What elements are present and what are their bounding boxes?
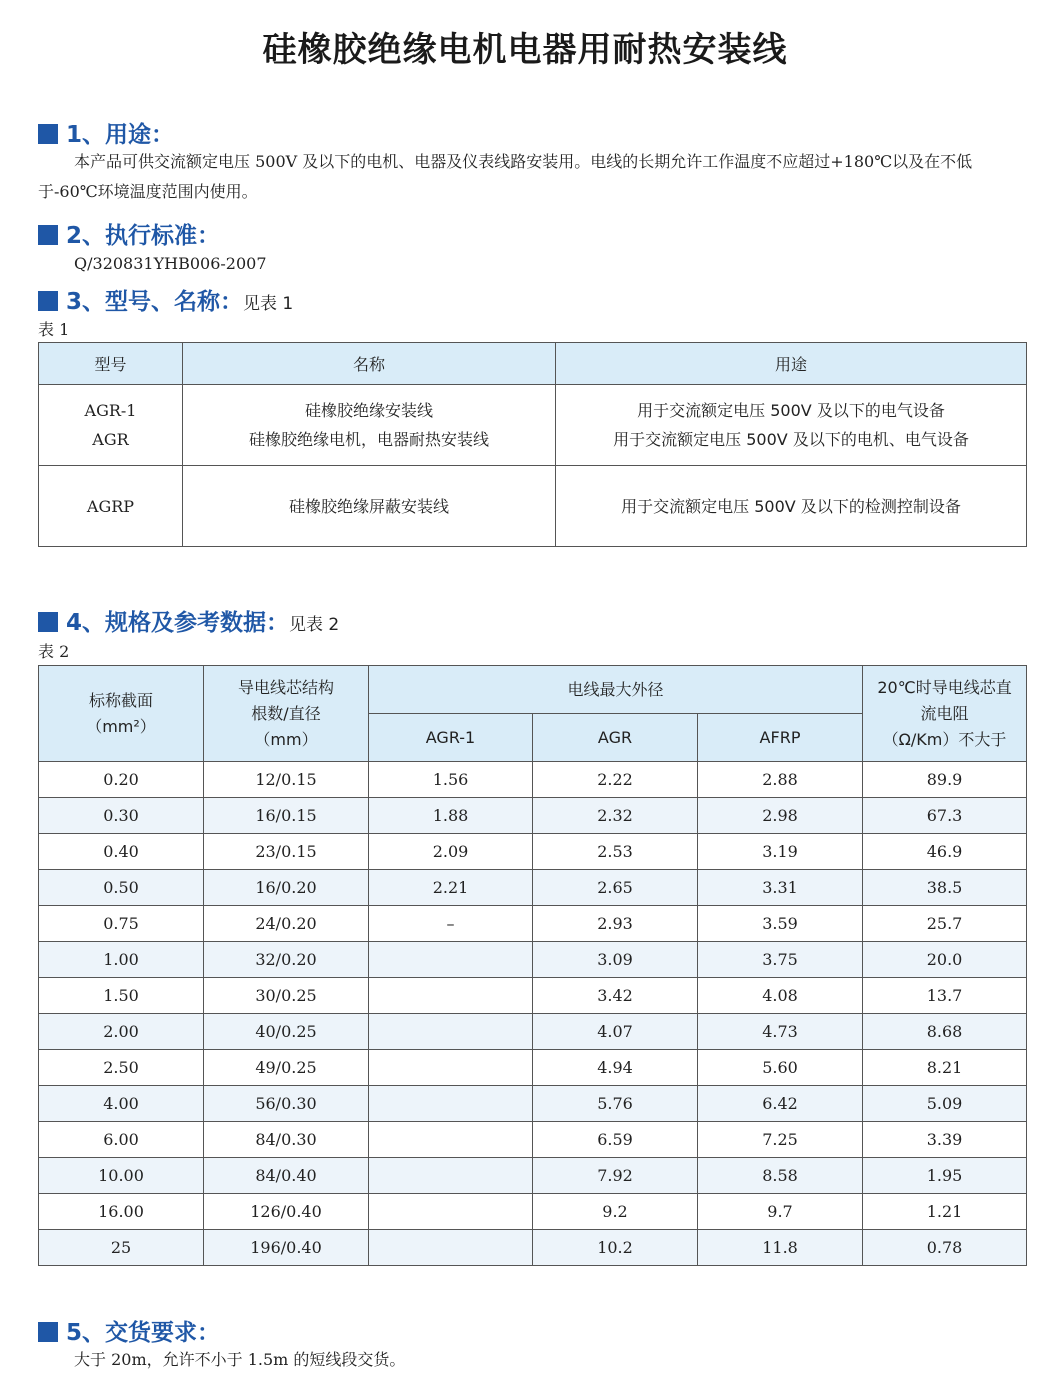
table-1 — [38, 342, 1027, 547]
t2-section-cell: 0.75 — [39, 906, 204, 942]
table-row — [39, 870, 1027, 906]
t2-agr-cell: 2.22 — [533, 762, 698, 798]
t2-resistance-cell: 8.68 — [863, 1014, 1027, 1050]
t2-resistance-cell: 25.7 — [863, 906, 1027, 942]
table-row — [39, 1158, 1027, 1194]
t2-agr1-cell: 2.09 — [369, 834, 533, 870]
t2-structure-cell: 49/0.25 — [204, 1050, 369, 1086]
t2-structure-cell: 32/0.20 — [204, 942, 369, 978]
t2-section-cell: 16.00 — [39, 1194, 204, 1230]
t2-resistance-cell: 20.0 — [863, 942, 1027, 978]
t2-section-cell: 2.00 — [39, 1014, 204, 1050]
t2-agr1-cell: 1.88 — [369, 798, 533, 834]
t1-header-model: 型号 — [39, 343, 183, 385]
t2-section-cell: 0.50 — [39, 870, 204, 906]
table-row — [39, 385, 1027, 466]
t2-subheader-agr: AGR — [533, 714, 698, 762]
t2-agr1-cell: – — [369, 906, 533, 942]
t2-afrp-cell: 3.59 — [698, 906, 863, 942]
t2-afrp-cell: 4.73 — [698, 1014, 863, 1050]
t2-subheader-agr1: AGR-1 — [369, 714, 533, 762]
t2-agr1-cell — [369, 942, 533, 978]
t2-afrp-cell: 8.58 — [698, 1158, 863, 1194]
t2-resistance-cell: 8.21 — [863, 1050, 1027, 1086]
table-row — [39, 1194, 1027, 1230]
table-row — [39, 1050, 1027, 1086]
square-bullet-icon — [38, 124, 58, 144]
t2-resistance-cell: 67.3 — [863, 798, 1027, 834]
t2-section-cell: 0.30 — [39, 798, 204, 834]
t1-header-name: 名称 — [183, 343, 556, 385]
t2-structure-cell: 84/0.30 — [204, 1122, 369, 1158]
t2-afrp-cell: 6.42 — [698, 1086, 863, 1122]
section-2-heading: 2、执行标准： — [38, 217, 220, 250]
t2-agr-cell: 10.2 — [533, 1230, 698, 1266]
t2-resistance-cell: 1.21 — [863, 1194, 1027, 1230]
t2-afrp-cell: 9.7 — [698, 1194, 863, 1230]
table-row — [39, 1122, 1027, 1158]
t2-afrp-cell: 3.31 — [698, 870, 863, 906]
t2-agr-cell: 2.93 — [533, 906, 698, 942]
t2-resistance-cell: 1.95 — [863, 1158, 1027, 1194]
table-row — [39, 942, 1027, 978]
table-2-label: 表 2 — [38, 642, 70, 661]
t2-header-outer-diameter: 电线最大外径 — [369, 666, 863, 714]
section-3-heading: 3、型号、名称： 见表 1 — [38, 283, 293, 316]
t2-structure-cell: 24/0.20 — [204, 906, 369, 942]
t2-afrp-cell: 4.08 — [698, 978, 863, 1014]
t2-agr1-cell — [369, 1122, 533, 1158]
t2-header-structure: 导电线芯结构 根数/直径 （mm） — [204, 666, 369, 762]
delivery-text: 大于 20m，允许不小于 1.5m 的短线段交货。 — [74, 1350, 406, 1369]
t1-header-use: 用途 — [556, 343, 1027, 385]
square-bullet-icon — [38, 612, 58, 632]
t2-structure-cell: 16/0.20 — [204, 870, 369, 906]
t1-use-cell: 用于交流额定电压 500V 及以下的检测控制设备 — [556, 466, 1027, 547]
t2-afrp-cell: 2.98 — [698, 798, 863, 834]
t2-section-cell: 25 — [39, 1230, 204, 1266]
t1-model-cell: AGR-1 AGR — [39, 385, 183, 466]
t2-agr-cell: 7.92 — [533, 1158, 698, 1194]
t2-agr-cell: 3.09 — [533, 942, 698, 978]
t2-section-cell: 1.50 — [39, 978, 204, 1014]
t2-agr1-cell: 1.56 — [369, 762, 533, 798]
t2-agr1-cell — [369, 1158, 533, 1194]
t2-structure-cell: 126/0.40 — [204, 1194, 369, 1230]
table-row — [39, 834, 1027, 870]
square-bullet-icon — [38, 291, 58, 311]
page-title: 硅橡胶绝缘电机电器用耐热安装线 — [262, 30, 788, 70]
t2-subheader-afrp: AFRP — [698, 714, 863, 762]
table-row — [39, 1014, 1027, 1050]
t2-structure-cell: 23/0.15 — [204, 834, 369, 870]
t2-afrp-cell: 2.88 — [698, 762, 863, 798]
table-row — [39, 466, 1027, 547]
t2-structure-cell: 30/0.25 — [204, 978, 369, 1014]
table-row — [39, 1086, 1027, 1122]
t2-agr1-cell — [369, 1050, 533, 1086]
table-row — [39, 762, 1027, 798]
t2-structure-cell: 16/0.15 — [204, 798, 369, 834]
t2-resistance-cell: 5.09 — [863, 1086, 1027, 1122]
t2-agr-cell: 2.65 — [533, 870, 698, 906]
t2-header-resistance: 20℃时导电线芯直 流电阻 （Ω/Km）不大于 — [863, 666, 1027, 762]
t2-resistance-cell: 3.39 — [863, 1122, 1027, 1158]
t2-agr1-cell — [369, 978, 533, 1014]
square-bullet-icon — [38, 1322, 58, 1342]
t2-structure-cell: 56/0.30 — [204, 1086, 369, 1122]
t2-structure-cell: 196/0.40 — [204, 1230, 369, 1266]
table-2 — [38, 665, 1027, 1266]
t2-header-section: 标称截面 （mm²） — [39, 666, 204, 762]
t2-resistance-cell: 38.5 — [863, 870, 1027, 906]
t2-agr1-cell — [369, 1194, 533, 1230]
t2-agr-cell: 2.53 — [533, 834, 698, 870]
t2-resistance-cell: 46.9 — [863, 834, 1027, 870]
t2-structure-cell: 40/0.25 — [204, 1014, 369, 1050]
t2-agr-cell: 3.42 — [533, 978, 698, 1014]
t2-agr-cell: 9.2 — [533, 1194, 698, 1230]
table-row — [39, 798, 1027, 834]
t2-afrp-cell: 7.25 — [698, 1122, 863, 1158]
t2-agr1-cell — [369, 1014, 533, 1050]
t2-structure-cell: 12/0.15 — [204, 762, 369, 798]
t2-afrp-cell: 3.75 — [698, 942, 863, 978]
t2-resistance-cell: 13.7 — [863, 978, 1027, 1014]
t2-resistance-cell: 89.9 — [863, 762, 1027, 798]
t2-afrp-cell: 5.60 — [698, 1050, 863, 1086]
t1-name-cell: 硅橡胶绝缘安装线 硅橡胶绝缘电机，电器耐热安装线 — [183, 385, 556, 466]
t2-section-cell: 10.00 — [39, 1158, 204, 1194]
t2-resistance-cell: 0.78 — [863, 1230, 1027, 1266]
t2-agr1-cell — [369, 1230, 533, 1266]
t2-afrp-cell: 3.19 — [698, 834, 863, 870]
square-bullet-icon — [38, 225, 58, 245]
t2-agr-cell: 2.32 — [533, 798, 698, 834]
t2-agr1-cell — [369, 1086, 533, 1122]
t2-agr-cell: 4.94 — [533, 1050, 698, 1086]
t2-section-cell: 1.00 — [39, 942, 204, 978]
t1-model-cell: AGRP — [39, 466, 183, 547]
t2-body — [39, 762, 1027, 1266]
section-1-heading: 1、用途： — [38, 116, 174, 149]
t2-afrp-cell: 11.8 — [698, 1230, 863, 1266]
t1-name-cell: 硅橡胶绝缘屏蔽安装线 — [183, 466, 556, 547]
table-row — [39, 1230, 1027, 1266]
t2-section-cell: 2.50 — [39, 1050, 204, 1086]
table-row — [39, 978, 1027, 1014]
section-4-heading: 4、规格及参考数据： 见表 2 — [38, 604, 339, 637]
section-1-text: 本产品可供交流额定电压 500V 及以下的电机、电器及仪表线路安装用。电线的长期允许工作温度不应超过+180℃以及在不低于-60℃环境温度范围内使用。 — [38, 152, 973, 201]
t2-section-cell: 4.00 — [39, 1086, 204, 1122]
t2-agr-cell: 6.59 — [533, 1122, 698, 1158]
standard-code: Q/320831YHB006-2007 — [74, 254, 267, 273]
t2-agr1-cell: 2.21 — [369, 870, 533, 906]
t2-agr-cell: 5.76 — [533, 1086, 698, 1122]
t2-section-cell: 0.40 — [39, 834, 204, 870]
t2-section-cell: 0.20 — [39, 762, 204, 798]
table-row — [39, 906, 1027, 942]
table-1-label: 表 1 — [38, 320, 70, 339]
t2-structure-cell: 84/0.40 — [204, 1158, 369, 1194]
section-5-heading: 5、交货要求： — [38, 1314, 220, 1347]
t2-section-cell: 6.00 — [39, 1122, 204, 1158]
t2-agr-cell: 4.07 — [533, 1014, 698, 1050]
t1-use-cell: 用于交流额定电压 500V 及以下的电气设备 用于交流额定电压 500V 及以下的电机、电气设备 — [556, 385, 1027, 466]
